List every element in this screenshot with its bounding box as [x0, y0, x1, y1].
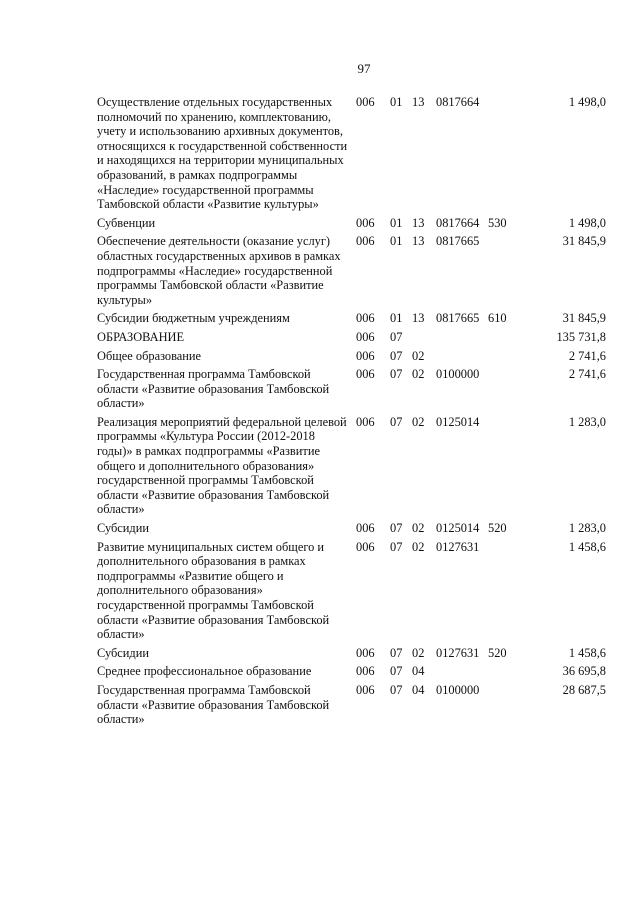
table-row — [97, 646, 606, 665]
row-sum: 2 741,6 — [568, 348, 606, 363]
row-csr: 0100000 — [436, 682, 480, 697]
row-vr — [488, 330, 528, 349]
row-sum: 31 845,9 — [562, 234, 606, 249]
row-rz: 07 — [390, 414, 403, 429]
row-pr: 04 — [412, 682, 425, 697]
row-rz: 07 — [390, 329, 403, 344]
row-name: Субсидии бюджетным учреждениям — [97, 311, 290, 326]
row-rz: 01 — [390, 95, 403, 109]
row-csr: 0100000 — [436, 367, 480, 382]
row-vr: 610 — [488, 311, 507, 326]
table-row — [97, 311, 606, 330]
table-row — [97, 95, 606, 216]
table-row — [97, 349, 606, 368]
row-sum: 36 695,8 — [562, 664, 606, 679]
row-ved: 006 — [356, 215, 375, 230]
row-pr — [412, 330, 436, 349]
row-csr: 0127631 — [436, 645, 480, 660]
row-rz: 07 — [390, 539, 403, 554]
row-name: Субсидии — [97, 521, 149, 536]
row-sum: 28 687,5 — [562, 682, 606, 697]
table-row — [97, 664, 606, 683]
row-rz: 01 — [390, 215, 403, 230]
row-vr: 530 — [488, 215, 507, 230]
row-csr — [436, 349, 488, 368]
row-rz: 07 — [390, 348, 403, 363]
row-pr: 02 — [412, 521, 425, 536]
row-sum: 2 741,6 — [568, 367, 606, 382]
row-ved: 006 — [356, 311, 375, 326]
row-vr — [488, 683, 528, 731]
row-vr — [488, 367, 528, 415]
row-pr: 13 — [412, 215, 425, 230]
row-name: Обеспечение деятельности (оказание услуг) областных государственных архивов в рамках подпрограммы «Наследие» государственной программы Тамбовской области «Развитие культуры» — [97, 234, 341, 307]
row-csr: 0817664 — [436, 215, 480, 230]
page-number: 97 — [357, 61, 371, 76]
row-ved: 006 — [356, 329, 375, 344]
row-vr: 520 — [488, 645, 507, 660]
row-ved: 006 — [356, 521, 375, 536]
table-row — [97, 234, 606, 311]
row-pr: 02 — [412, 348, 425, 363]
row-sum: 1 498,0 — [568, 215, 606, 230]
row-vr — [488, 415, 528, 521]
row-name: ОБРАЗОВАНИЕ — [97, 329, 185, 344]
table-row — [97, 330, 606, 349]
row-csr — [436, 664, 488, 683]
row-name: Государственная программа Тамбовской области «Развитие образования Тамбовской области» — [97, 367, 330, 411]
row-csr: 0125014 — [436, 521, 480, 536]
row-ved: 006 — [356, 414, 375, 429]
row-vr — [488, 540, 528, 646]
row-sum: 1 458,6 — [568, 539, 606, 554]
row-ved: 006 — [356, 348, 375, 363]
row-csr: 0127631 — [436, 539, 480, 554]
row-pr: 02 — [412, 645, 425, 660]
row-vr — [488, 234, 528, 311]
row-pr: 13 — [412, 234, 425, 249]
row-csr — [436, 330, 488, 349]
row-sum: 1 283,0 — [568, 521, 606, 536]
row-vr — [488, 664, 528, 683]
row-csr: 0817665 — [436, 234, 480, 249]
row-vr — [488, 349, 528, 368]
row-rz: 07 — [390, 367, 403, 382]
row-pr: 02 — [412, 414, 425, 429]
row-sum: 1 458,6 — [568, 645, 606, 660]
row-name: Субвенции — [97, 215, 156, 230]
row-pr: 02 — [412, 539, 425, 554]
row-rz: 07 — [390, 664, 403, 679]
row-rz: 01 — [390, 234, 403, 249]
row-ved: 006 — [356, 664, 375, 679]
row-vr: 520 — [488, 521, 507, 536]
row-name: Среднее профессиональное образование — [97, 664, 312, 679]
row-name: Государственная программа Тамбовской области «Развитие образования Тамбовской области» — [97, 682, 330, 727]
row-ved: 006 — [356, 367, 375, 382]
row-name: Субсидии — [97, 645, 149, 660]
row-ved: 006 — [356, 234, 375, 249]
row-ved: 006 — [356, 539, 375, 554]
row-sum: 1 283,0 — [568, 414, 606, 429]
row-rz: 01 — [390, 311, 403, 326]
table-row — [97, 367, 606, 415]
row-ved: 006 — [356, 645, 375, 660]
row-vr — [488, 95, 528, 216]
row-rz: 07 — [390, 521, 403, 536]
row-pr: 13 — [412, 95, 425, 109]
budget-table — [97, 95, 606, 731]
table-row — [97, 415, 606, 521]
row-csr: 0817664 — [436, 95, 480, 109]
row-ved: 006 — [356, 95, 375, 109]
row-sum: 31 845,9 — [562, 311, 606, 326]
row-csr: 0125014 — [436, 414, 480, 429]
row-rz: 07 — [390, 682, 403, 697]
row-name: Осуществление отдельных государственных полномочий по хранению, комплектованию, учету и использованию архивных документов, относящихся к государственной собственности и находящихся на территории муниципальных образований, в рамках подпрограммы «Наследие» государственной программы Тамбовской области «Развитие культуры» — [97, 95, 348, 212]
row-name: Общее образование — [97, 348, 202, 363]
row-rz: 07 — [390, 645, 403, 660]
row-pr: 02 — [412, 367, 425, 382]
row-csr: 0817665 — [436, 311, 480, 326]
row-pr: 04 — [412, 664, 425, 679]
table-row — [97, 540, 606, 646]
table-row — [97, 216, 606, 235]
row-name: Развитие муниципальных систем общего и дополнительного образования в рамках подпрограммы «Развитие общего и дополнительного образования» государственной программы Тамбовской области «Развитие образования Тамбовской области» — [97, 539, 330, 642]
table-row — [97, 521, 606, 540]
table-row — [97, 683, 606, 731]
row-pr: 13 — [412, 311, 425, 326]
row-ved: 006 — [356, 682, 375, 697]
row-name: Реализация мероприятий федеральной целевой программы «Культура России (2012-2018 годы)» в рамках подпрограммы «Развитие общего и дополнительного образования» государственной программы Тамбовской области «Развитие образования Тамбовской области» — [97, 414, 347, 517]
row-sum: 1 498,0 — [568, 95, 606, 109]
row-sum: 135 731,8 — [556, 329, 606, 344]
